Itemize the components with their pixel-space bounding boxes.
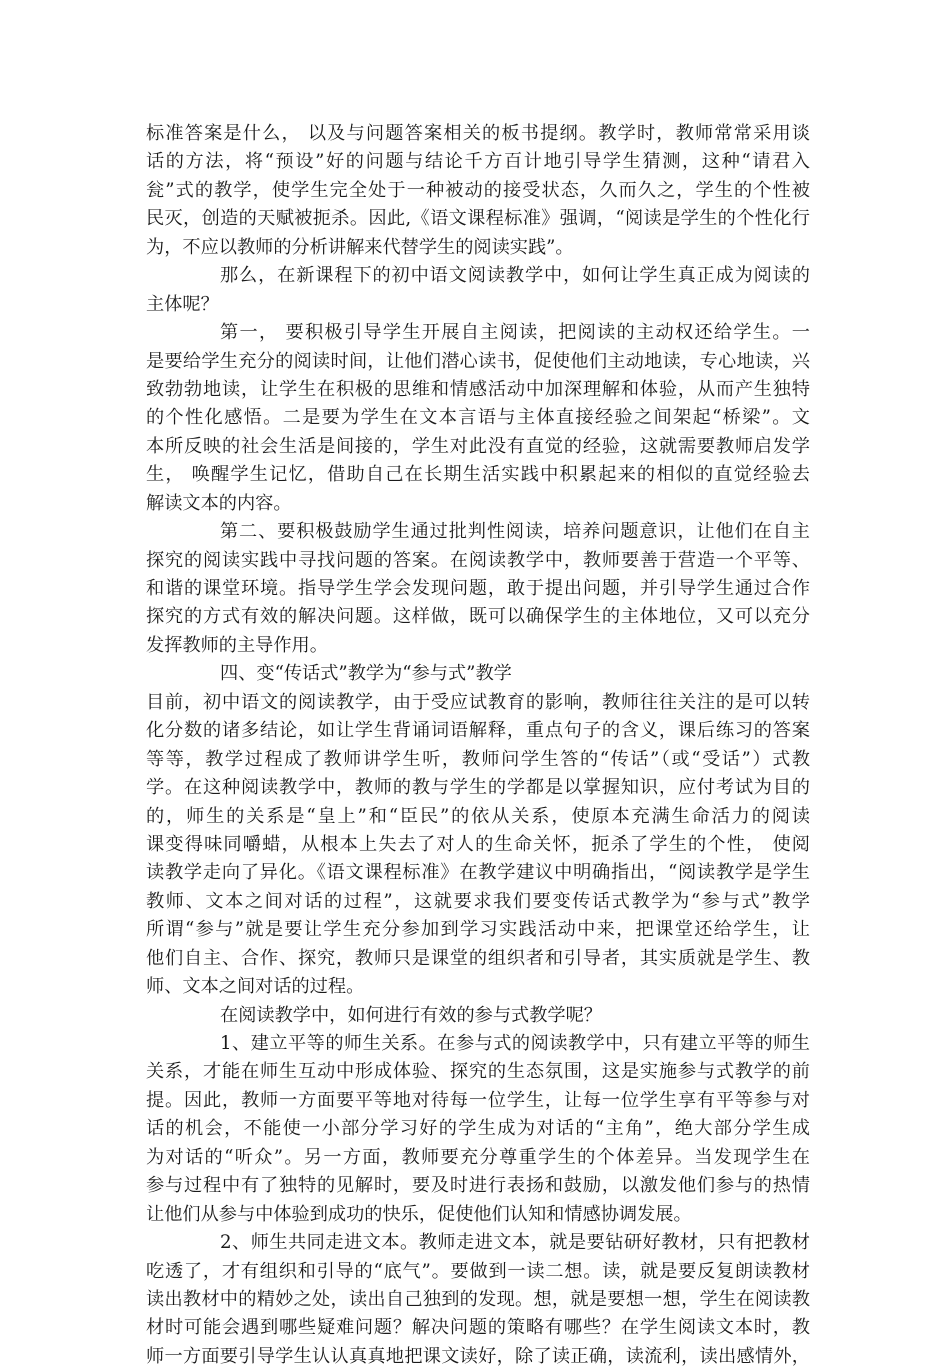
text-line: 和谐的课堂环境。指导学生学会发现问题，敢于提出问题，并引导学生通过合作 <box>146 578 810 599</box>
text-line: 主体呢？ <box>146 293 219 315</box>
text-line: 探究的阅读实践中寻找问题的答案。在阅读教学中，教师要善于营造一个平等、 <box>146 549 810 571</box>
text-line: 1、建立平等的师生关系。在参与式的阅读教学中，只有建立平等的师生 <box>220 1033 810 1054</box>
text-line: 第二、要积极鼓励学生通过批判性阅读，培养问题意识，让他们在自主 <box>220 521 810 543</box>
text-line: 本所反映的社会生活是间接的，学生对此没有直觉的经验，这就需要教师启发学 <box>146 435 810 457</box>
text-line: 话的机会，不能使一小部分学习好的学生成为对话的“主角”，绝大部分学生成 <box>146 1118 810 1140</box>
text-line: 在阅读教学中，如何进行有效的参与式教学呢？ <box>220 1004 602 1026</box>
text-line: 吃透了，才有组织和引导的“底气”。要做到一读二想。读，就是要反复朗读教材 <box>146 1260 810 1282</box>
text-line: 课变得味同嚼蜡，从根本上失去了对人的生命关怀，扼杀了学生的个性， 使阅 <box>146 833 810 855</box>
text-line: 读出教材中的精妙之处，读出自己独到的发现。想，就是要想一想，学生在阅读教 <box>146 1288 810 1310</box>
text-line: 读教学走向了异化。《语文课程标准》在教学建议中明确指出，“阅读教学是学生 <box>146 862 810 884</box>
text-line: 瓮”式的教学，使学生完全处于一种被动的接受状态，久而久之，学生的个性被 <box>146 179 810 201</box>
text-line: 2、师生共同走进文本。教师走进文本，就是要钻研好教材，只有把教材 <box>220 1232 810 1254</box>
text-line: 材时可能会遇到哪些疑难问题？解决问题的策略有哪些？在学生阅读文本时，教 <box>146 1317 810 1339</box>
text-line: 标准答案是什么， 以及与问题答案相关的板书提纲。教学时，教师常常采用谈 <box>146 123 810 144</box>
text-line: 化分数的诸多结论，如让学生背诵词语解释，重点句子的含义，课后练习的答案 <box>146 720 810 742</box>
text-line: 关系，才能在师生互动中形成体验、探究的生态氛围，这是实施参与式教学的前 <box>146 1061 810 1083</box>
text-line: 教师、文本之间对话的过程”，这就要求我们要变传话式教学为“参与式”教学 <box>146 890 810 912</box>
text-line: 师一方面要引导学生认认真真地把课文读好，除了读正确，读流利，读出感情外， <box>146 1345 810 1367</box>
text-line: 等等，教学过程成了教师讲学生听，教师问学生答的“传话”（或“受话”）式教 <box>146 748 810 770</box>
text-line: 师、文本之间对话的过程。 <box>146 976 365 998</box>
text-line: 是要给学生充分的阅读时间，让他们潜心读书，促使他们主动地读，专心地读，兴 <box>146 350 810 372</box>
text-line: 所谓“参与”就是要让学生充分参加到学习实践活动中来，把课堂还给学生，让 <box>146 919 810 941</box>
text-line: 致勃勃地读，让学生在积极的思维和情感活动中加深理解和体验，从而产生独特 <box>146 378 810 400</box>
text-line: 四、变“传话式”教学为“参与式”教学 <box>220 663 512 685</box>
text-line: 他们自主、合作、探究，教师只是课堂的组织者和引导者，其实质就是学生、教 <box>146 947 810 969</box>
text-line: 第一， 要积极引导学生开展自主阅读，把阅读的主动权还给学生。一 <box>220 322 810 344</box>
text-line: 民灭，创造的天赋被扼杀。因此,《语文课程标准》强调，“阅读是学生的个性化行 <box>146 208 810 230</box>
text-line: 学。在这种阅读教学中，教师的教与学生的学都是以掌握知识，应付考试为目的 <box>146 777 810 799</box>
text-line: 解读文本的内容。 <box>146 492 292 514</box>
document-page <box>146 120 810 1371</box>
text-line: 提。因此，教师一方面要平等地对待每一位学生，让每一位学生享有平等参与对 <box>146 1089 810 1111</box>
text-line: 的个性化感悟。二是要为学生在文本言语与主体直接经验之间架起“桥梁”。文 <box>146 407 810 429</box>
text-line: 话的方法，将“预设”好的问题与结论千方百计地引导学生猜测，这种“请君入 <box>146 151 810 173</box>
text-line: 生， 唤醒学生记忆，借助自己在长期生活实践中积累起来的相似的直觉经验去 <box>146 464 810 486</box>
text-line: 探究的方式有效的解决问题。这样做，既可以确保学生的主体地位，又可以充分 <box>146 606 810 628</box>
text-line: 发挥教师的主导作用。 <box>146 634 328 656</box>
text-line: 为对话的“听众”。另一方面，教师要充分尊重学生的个体差异。当发现学生在 <box>146 1146 810 1168</box>
text-line: 让他们从参与中体验到成功的快乐，促使他们认知和情感协调发展。 <box>146 1203 692 1225</box>
text-line: 那么，在新课程下的初中语文阅读教学中，如何让学生真正成为阅读的 <box>220 265 810 287</box>
text-line: 参与过程中有了独特的见解时，要及时进行表扬和鼓励，以激发他们参与的热情 <box>146 1175 810 1197</box>
text-line: 的，师生的关系是“皇上”和“臣民”的依从关系，使原本充满生命活力的阅读 <box>146 805 810 827</box>
text-line: 目前，初中语文的阅读教学，由于受应试教育的影响，教师往往关注的是可以转 <box>146 691 810 713</box>
text-line: 为，不应以教师的分析讲解来代替学生的阅读实践”。 <box>146 236 574 258</box>
